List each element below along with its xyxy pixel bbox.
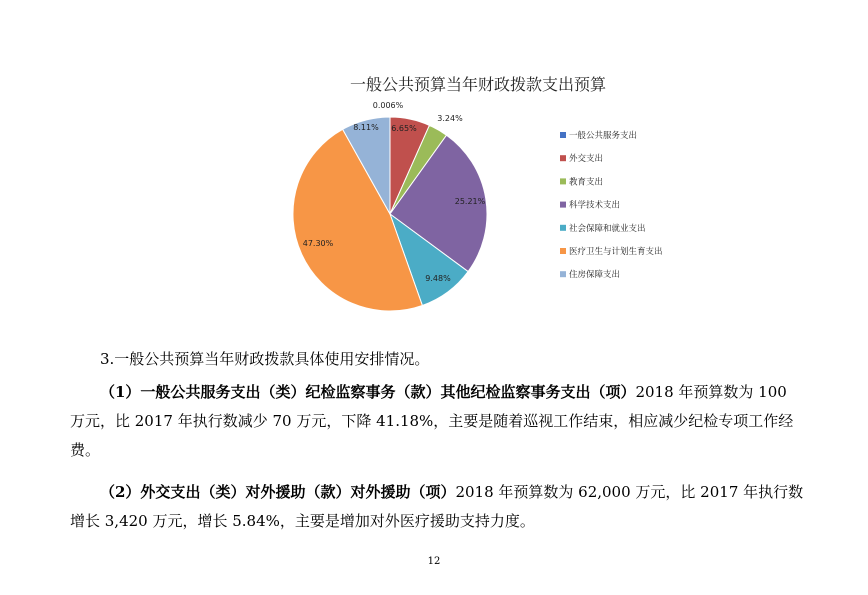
slice-label: 0.006%: [372, 101, 404, 110]
slice-label: 25.21%: [454, 197, 486, 206]
slice-label: 6.65%: [391, 124, 417, 133]
legend-swatch: [560, 132, 566, 138]
slice-label: 9.48%: [425, 274, 451, 283]
item-1-heading: （1）一般公共服务支出（类）纪检监察事务（款）其他纪检监察事务支出（项）: [100, 383, 636, 401]
chart-legend: [560, 130, 663, 280]
slice-label: 8.11%: [353, 123, 379, 132]
legend-swatch: [560, 155, 566, 161]
legend-swatch: [560, 178, 566, 184]
page-number: 12: [427, 556, 441, 567]
legend-label: 住房保障支出: [569, 270, 621, 281]
pie-slices: [293, 117, 487, 311]
legend-label: 社会保障和就业支出: [569, 223, 646, 234]
intro-text: 3.一般公共预算当年财政拨款具体使用安排情况。: [100, 350, 430, 368]
legend-label: 科学技术支出: [569, 200, 621, 211]
legend-swatch: [560, 225, 566, 231]
legend-label: 医疗卫生与计划生育支出: [569, 247, 663, 257]
paragraph-item-2: [70, 478, 805, 536]
slice-label: 47.30%: [302, 239, 334, 248]
paragraph-intro: [70, 345, 805, 374]
legend-swatch: [560, 271, 566, 277]
legend-label: 外交支出: [569, 154, 604, 165]
legend-label: 一般公共服务支出: [569, 131, 638, 141]
item-2-heading: （2）外交支出（类）对外援助（款）对外援助（项）: [100, 483, 456, 501]
legend-swatch: [560, 202, 566, 208]
slice-label: 3.24%: [437, 114, 463, 123]
paragraph-item-1: [70, 378, 805, 465]
legend-label: 教育支出: [569, 177, 604, 188]
item-1-text: 2018 年预算数为 100 万元，比 2017 年执行数减少 70 万元，下降 41.18%，主要是随着巡视工作结束，相应减少纪检专项工作经费。: [70, 383, 794, 459]
chart-title: 一般公共预算当年财政拨款支出预算: [349, 75, 607, 94]
legend-swatch: [560, 248, 566, 254]
item-2-text: 2018 年预算数为 62,000 万元，比 2017 年执行数增长 3,420 万元，增长 5.84%，主要是增加对外医疗援助支持力度。: [70, 483, 804, 530]
